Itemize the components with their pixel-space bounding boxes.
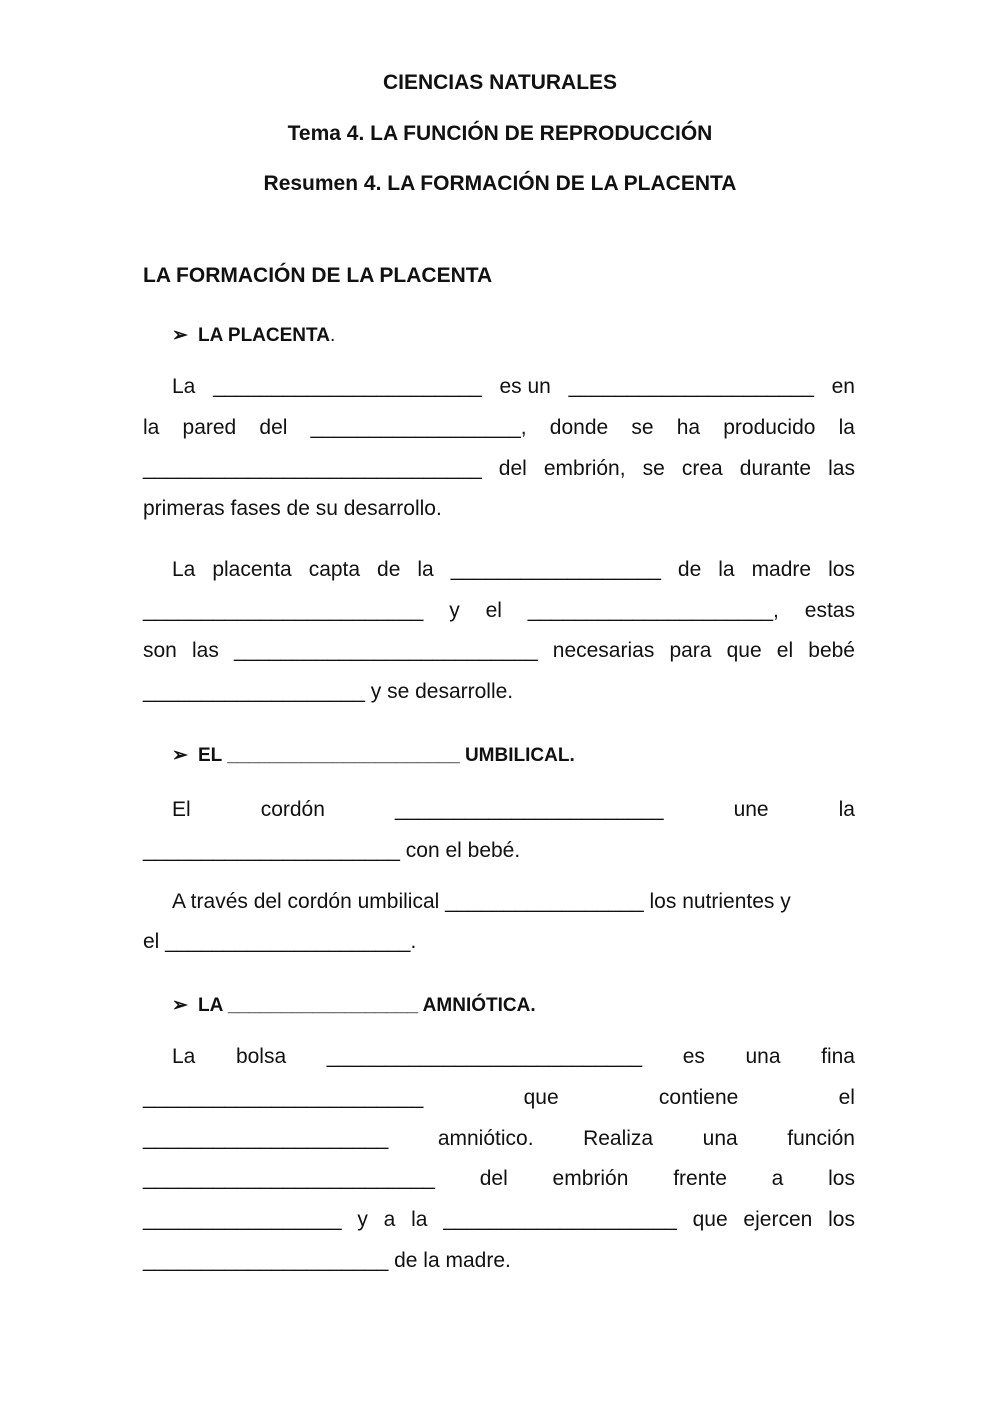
word: ha: [676, 416, 701, 439]
word: y: [449, 599, 460, 622]
blank-field[interactable]: _____________________: [143, 1127, 389, 1150]
word: estas: [804, 599, 855, 622]
cordon-p2-line1: A través del cordón umbilical _________________ los nutrientes y: [172, 890, 791, 913]
word: es: [682, 1045, 705, 1068]
word: una: [745, 1045, 781, 1068]
blank-field[interactable]: __________________: [450, 558, 661, 581]
word: la: [411, 1208, 428, 1231]
placenta-p1-line1: [172, 373, 855, 401]
blank-field[interactable]: __________________,: [310, 416, 527, 439]
word: ejercen: [743, 1208, 813, 1231]
word: del: [498, 457, 527, 480]
word: que: [523, 1086, 559, 1109]
blank-field[interactable]: __________________________: [233, 639, 538, 662]
word: es un: [499, 375, 551, 398]
topic-title: Tema 4. LA FUNCIÓN DE REPRODUCCIÓN: [287, 122, 713, 145]
word: el: [485, 599, 502, 622]
blank-field[interactable]: _______________________: [394, 798, 664, 821]
blank-field[interactable]: _____________________,: [527, 599, 779, 622]
cordon-p1-line1: [172, 796, 855, 824]
word: necesarias: [552, 639, 655, 662]
section-title: LA FORMACIÓN DE LA PLACENTA: [143, 264, 493, 287]
summary-title: Resumen 4. LA FORMACIÓN DE LA PLACENTA: [263, 172, 737, 195]
bolsa-p1-line2: [143, 1084, 855, 1112]
word: la: [143, 416, 160, 439]
arrow-bullet-icon: ➢: [172, 745, 188, 766]
word: donde: [549, 416, 609, 439]
word: para: [669, 639, 712, 662]
word: embrión: [552, 1167, 629, 1190]
word: capta: [308, 558, 361, 581]
bolsa-p1-line1: [172, 1043, 855, 1071]
word: se: [642, 457, 665, 480]
word: embrión,: [543, 457, 626, 480]
word: El: [172, 798, 191, 821]
word: Realiza: [583, 1127, 654, 1150]
word: la: [838, 798, 855, 821]
word: bolsa: [235, 1045, 287, 1068]
word: el: [776, 639, 794, 662]
placenta-p2-line4: ___________________ y se desarrolle.: [143, 680, 514, 703]
word: de: [377, 558, 401, 581]
word: el: [838, 1086, 855, 1109]
cordon-heading: ➢ EL ______________________ UMBILICAL.: [172, 743, 575, 769]
word: de: [677, 558, 702, 581]
word: durante: [739, 457, 812, 480]
placenta-p1-line2: [143, 414, 855, 442]
word: a: [771, 1167, 784, 1190]
word: bebé: [808, 639, 855, 662]
blank-field[interactable]: ___________________________: [326, 1045, 643, 1068]
bolsa-p1-line4: [143, 1165, 855, 1193]
word: una: [702, 1127, 738, 1150]
arrow-bullet-icon: ➢: [172, 325, 188, 346]
word: a: [383, 1208, 396, 1231]
word: crea: [681, 457, 723, 480]
arrow-bullet-icon: ➢: [172, 995, 188, 1016]
word: y: [357, 1208, 368, 1231]
blank-field[interactable]: _______________________: [213, 375, 482, 398]
word: en: [831, 375, 855, 398]
word: une: [733, 798, 769, 821]
word: se: [631, 416, 654, 439]
placenta-p2-line2: [143, 597, 855, 625]
word: contiene: [658, 1086, 739, 1109]
word: que: [726, 639, 762, 662]
word: las: [828, 457, 855, 480]
word: las: [191, 639, 219, 662]
word: del: [479, 1167, 508, 1190]
blank-field[interactable]: ____________________: [443, 1208, 677, 1231]
word: la: [417, 558, 434, 581]
word: pared: [182, 416, 237, 439]
word: amniótico.: [437, 1127, 534, 1150]
word: del: [259, 416, 288, 439]
word: La: [172, 1045, 196, 1068]
word: los: [828, 1167, 855, 1190]
bolsa-p1-line3: [143, 1125, 855, 1153]
word: La: [172, 558, 196, 581]
word: placenta: [212, 558, 292, 581]
placenta-p1-line4: primeras fases de su desarrollo.: [143, 497, 442, 520]
blank-field[interactable]: ________________________: [143, 1086, 424, 1109]
word: la: [718, 558, 735, 581]
subject-title: CIENCIAS NATURALES: [382, 71, 618, 94]
blank-field[interactable]: _____________________________: [143, 457, 482, 480]
word: que: [692, 1208, 728, 1231]
blank-field[interactable]: _____________________: [568, 375, 814, 398]
cordon-p2-line2: el _____________________.: [143, 930, 417, 953]
word: los: [828, 1208, 855, 1231]
bolsa-heading: ➢ LA __________________ AMNIÓTICA.: [172, 993, 536, 1019]
word: función: [787, 1127, 855, 1150]
placenta-p2-line3: [143, 637, 855, 665]
word: son: [143, 639, 177, 662]
word: madre: [751, 558, 812, 581]
placenta-p2-line1: [172, 556, 855, 584]
blank-field[interactable]: ________________________: [143, 599, 424, 622]
placenta-heading: ➢ LA PLACENTA.: [172, 323, 335, 349]
word: fina: [821, 1045, 855, 1068]
bolsa-p1-line6: _____________________ de la madre.: [143, 1249, 511, 1272]
cordon-p1-line2: ______________________ con el bebé.: [143, 839, 521, 862]
word: la: [838, 416, 855, 439]
word: producido: [723, 416, 816, 439]
blank-field[interactable]: _________________: [143, 1208, 342, 1231]
word: frente: [673, 1167, 727, 1190]
placenta-p1-line3: [143, 455, 855, 483]
word: cordón: [260, 798, 325, 821]
word: La: [172, 375, 196, 398]
bolsa-p1-line5: [143, 1206, 855, 1234]
word: los: [828, 558, 855, 581]
blank-field[interactable]: _________________________: [143, 1167, 435, 1190]
